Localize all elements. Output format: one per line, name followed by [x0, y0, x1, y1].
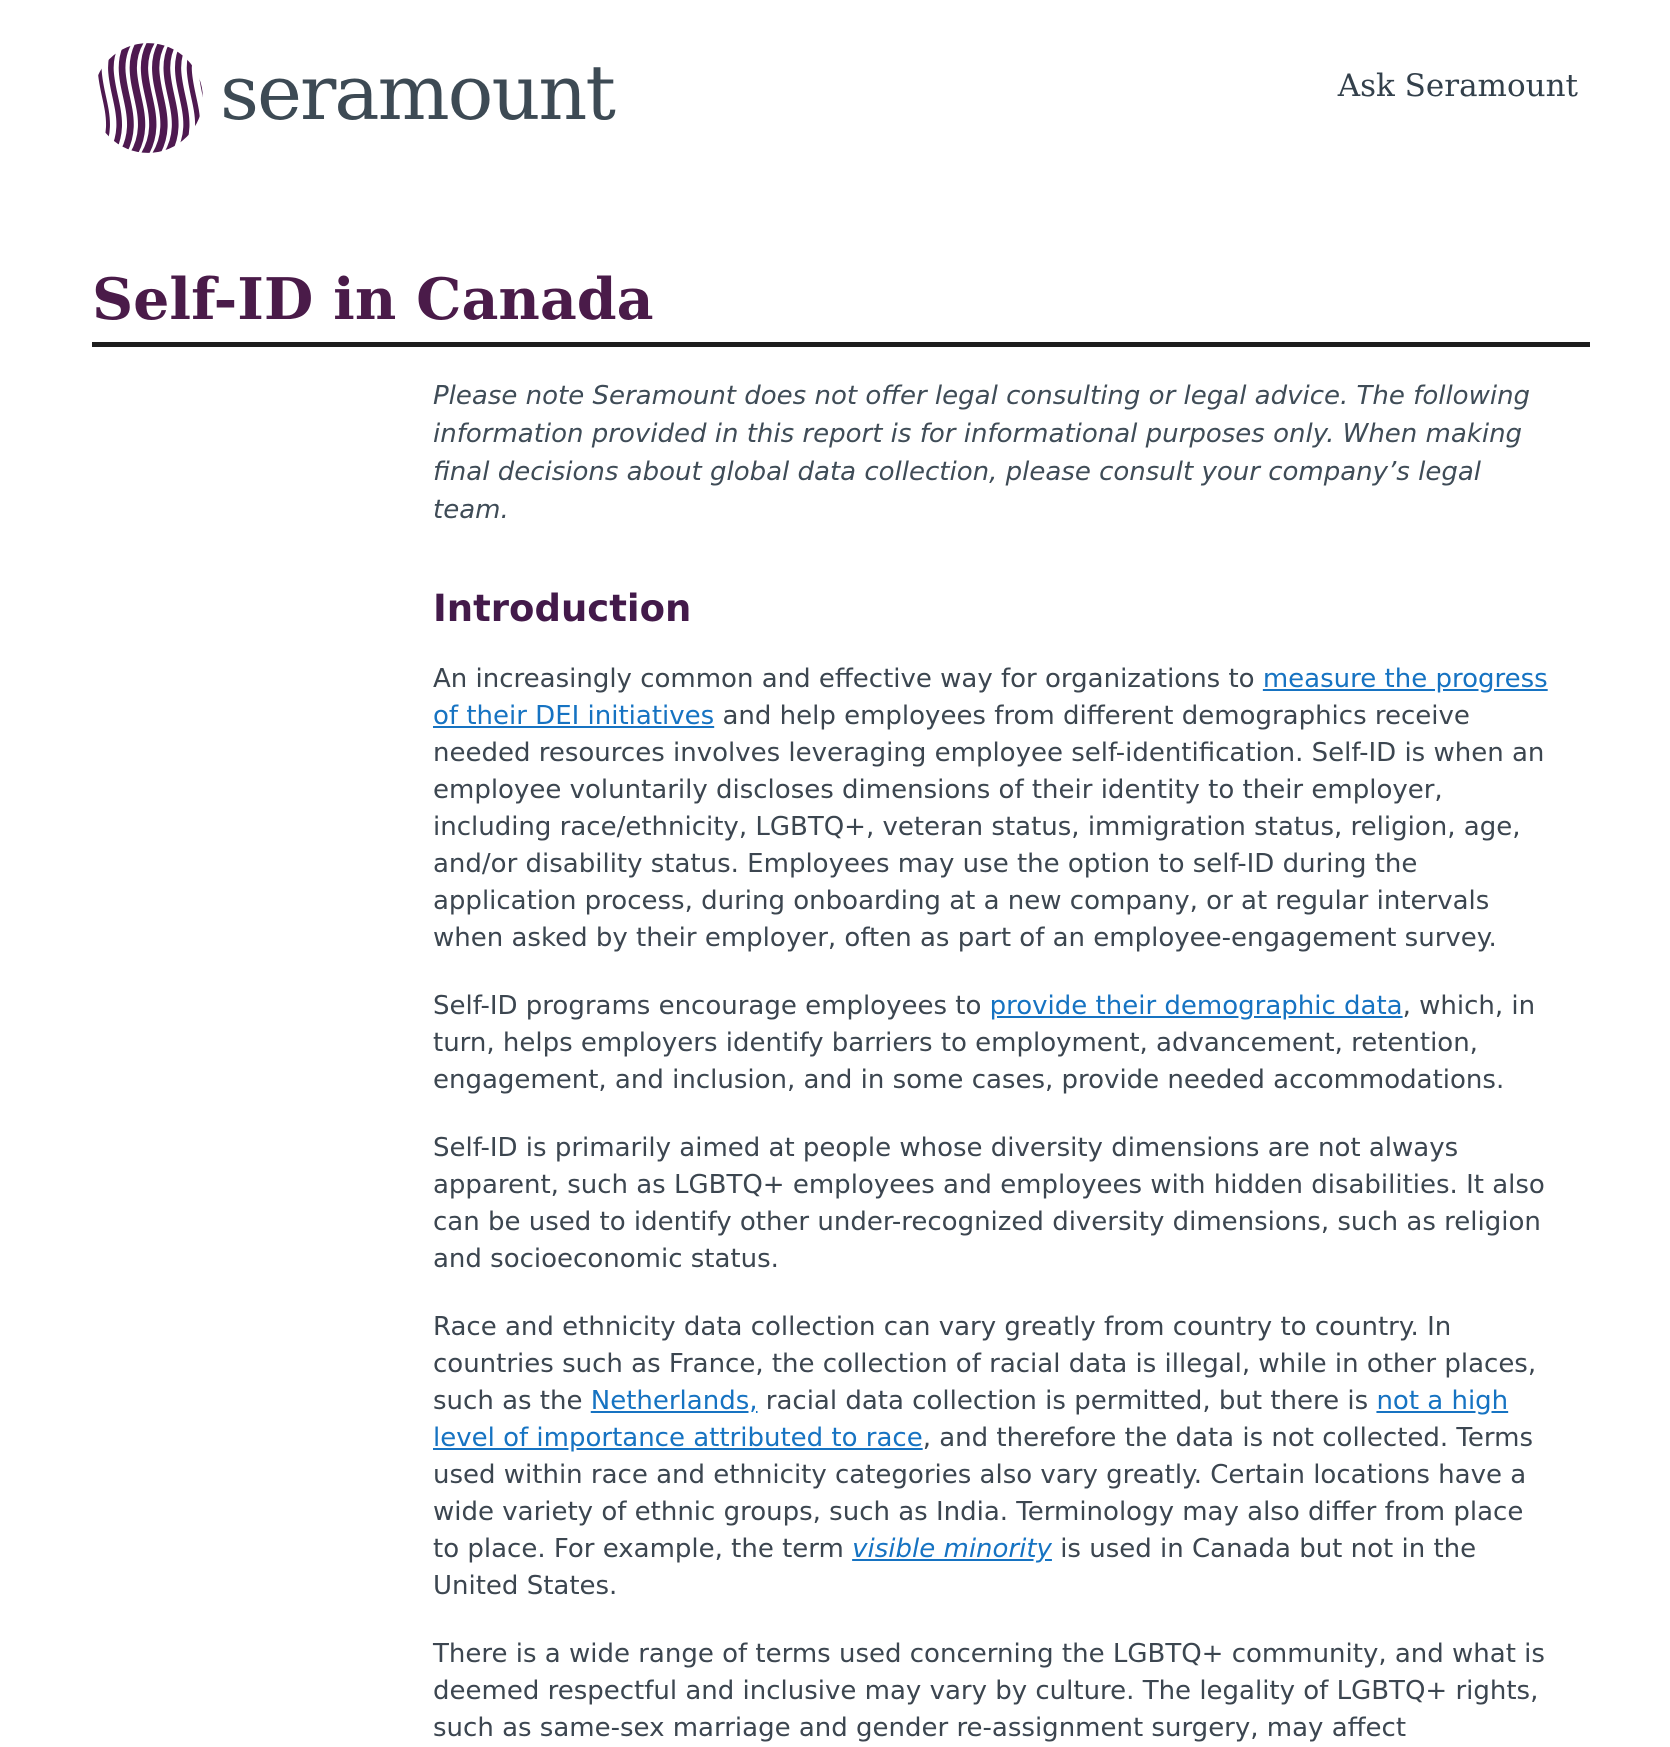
text-run: Self-ID programs encourage employees to [433, 990, 990, 1021]
paragraph [433, 988, 1555, 1099]
article-content [433, 377, 1555, 1747]
text-run: is used in Canada but not in the United States. [433, 1533, 1477, 1601]
ask-seramount-link[interactable]: Ask Seramount [1337, 68, 1578, 104]
text-run: There is a wide range of terms used concerning the LGBTQ+ community, and what is deemed respectful and inclusive may vary by culture. The legality of LGBTQ+ rights, such as same-sex marriage and gender re-assignment surgery, may affect [433, 1638, 1545, 1743]
inline-link[interactable]: provide their demographic data [989, 990, 1403, 1021]
text-run: An increasingly common and effective way for organizations to [433, 663, 1263, 694]
text-run: racial data collection is permitted, but there is [757, 1385, 1377, 1416]
title-divider [92, 342, 1590, 347]
paragraph [433, 661, 1555, 957]
legal-disclaimer: Please note Seramount does not offer legal consulting or legal advice. The following information provided in this report is for informational purposes only. When making final decisions about global data collection, please consult your company’s legal team. [433, 380, 1531, 525]
text-run: Race and ethnicity data collection can vary greatly from country to country. In countries such as France, the collection of racial data is illegal, while in other places, such as the [433, 1311, 1537, 1416]
section-heading-introduction: Introduction [433, 586, 692, 630]
inline-link[interactable]: measure the progress of their DEI initiatives [433, 663, 1548, 731]
text-run: Self-ID is primarily aimed at people whose diversity dimensions are not always apparent, such as LGBTQ+ employees and employees with hidden disabilities. It also can be used to identify other under-recognized diversity dimensions, such as religion and socioeconomic status. [433, 1132, 1545, 1274]
seramount-logo [92, 42, 614, 154]
text-run: , which, in turn, helps employers identify barriers to employment, advancement, retention, engagement, and inclusion, and in some cases, provide needed accommodations. [433, 990, 1536, 1095]
text-run: and help employees from different demographics receive needed resources involves leveraging employee self-identification. Self-ID is when an employee voluntarily discloses dimensions of their identity to their employer, including race/ethnicity, LGBTQ+, veteran status, immigration status, religion, age, and/or disability status. Employees may use the option to self-ID during the application process, during onboarding at a new company, or at regular intervals when asked by their employer, often as part of an employee-engagement survey. [433, 700, 1545, 953]
page-header [0, 0, 1670, 154]
inline-link[interactable]: not a high level of importance attributed to race [433, 1385, 1509, 1453]
seramount-swirl-icon [92, 42, 204, 154]
paragraph [433, 1130, 1555, 1278]
inline-link[interactable]: visible minority [852, 1533, 1052, 1564]
page-title: Self-ID in Canada [92, 266, 654, 333]
text-run: , and therefore the data is not collected. Terms used within race and ethnicity categories also vary greatly. Certain locations have a wide variety of ethnic groups, such as India. Terminology may also differ from place to place. For example, the term [433, 1422, 1533, 1564]
logo-wordmark: seramount [220, 48, 614, 137]
inline-link[interactable]: Netherlands, [590, 1385, 758, 1416]
article-paragraphs [433, 661, 1555, 1747]
paragraph [433, 1636, 1555, 1747]
title-block [92, 266, 1590, 347]
paragraph [433, 1309, 1555, 1605]
